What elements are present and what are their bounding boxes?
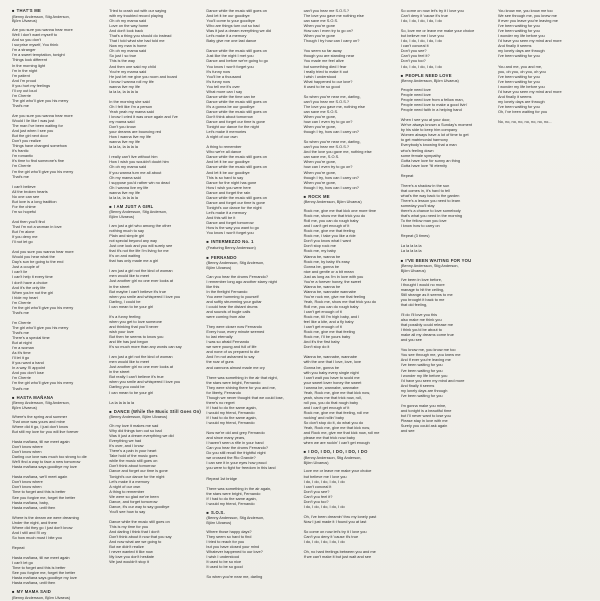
song-title <box>109 409 201 415</box>
song-title <box>401 258 493 264</box>
song-title <box>304 194 396 200</box>
song-lyrics: Can you hear the drums Fernando? I remember long ago another starry night like this In the firelight Fernando You were humming to yourself and softly strumming your guitar I could hear the distant drums and sounds of bugle calls were coming from afar They were closer now Fernando Every hour, every minute seemed to last eternally I was so afraid Fernando we were young and full of life and none of us prepared to die And I'm not ashamed to say the roar of guns and cannons almost made me cry There was something in the air that night, the stars were bright, Fernando They were shining there for you and me, for liberty, Fernando Though we never thought that we could lose, there's no regret If I had to do the same again, I would my friend, Fernando If I had to do the same again, I would my friend, Fernando Now we're old and grey Fernando and since many years, I haven't seen a rifle in your hand Can you hear the drums Fernando? Do you still recall the frightful night we crossed the Rio Grande? I can see it in your eyes how proud you were to fight for freedom in this land Repeat 1st bridge There was something in the air again, the stars were bright, Fernando If I had to do the same again, I would my friend, Fernando <box>206 273 284 506</box>
bullet-icon: ■ <box>206 254 210 260</box>
song-lyrics: Are you sure you wanna hear more Well I don't want myself to And so you don't I surprise myself, You think I'm a stranger I'm a sweet temptation, tonight Things look different In the morning light I'm in the night I'm patient And I'm proud If you hurt my feelings I'll cry out loud I'm Cherrie The girl who'll give you his merry That's me Are you sure you wanna hear more Would I lie like I was just The man I've been waiting for And just when I see you But the girl next door Don't you realize Things have changed somehow It's frantic I'm romantic It's time to find someone's fine I'm Cherrie I'm the girl who'll give you his merry That's me I can't believe All the broken hearts No one can see But love is a long tradition For the chime I'm so hopeful And then you'll find That I'm not a woman in love But I'm alone If you deny me I'll not let go And you sure you wanna hear more Would you hear what the Day's sun be going to the end Just a couple of I can't lie I can't help it every time I don't have a choice And it's the only life When you're not the girl I hide my heart I'm Cherrie I'm the girl who'll give you his merry That's me I'm Cherrie The girl who'll give you his merry That's me There's a special time But at night I'm a woman As it's time I'll let it go If you want a hand In a way I'll appoint And you don't lose I'm Cherrie I'm the girl who'll give you his merry That's me <box>12 27 74 391</box>
song-credits: (Benny Andersson, Björn Ulvaeus) <box>109 415 168 420</box>
bullet-icon: ■ <box>303 193 307 199</box>
bullet-icon: ■ <box>206 509 210 515</box>
song-lyrics: Rock me, give me that kick one more time Rock me, show me that trick you do Roll me, you can do rough baby and I can't get enough of it Rock me, give me that feeling Rock me, I take you like a ride Don't you know what I want Don't stop rock me Rock me, my baby Wanna be, wanna be Rock me, by baby it's easy Gonna be, gonna be nice and gentle or a bit mean Just as long as I'm in love with you You're a forever honey, the sweet Wanna be, wanna be Wanna be, wannabe wannabe You're rock me, give me that feeling Yeah, Rock me, show me that trick you do Roll me, you can do rough baby I can't get enough of it Rock me, till I'm high baby, and I feel like a kite, and a fly baby I can't get enough of it Rock me, give me that feeling Rock me, I'll be yours baby And it's the first baby Don't stop do it Wanna be, wannabe, wannabe with the one that I love, love, love Gonna be, gonna be with you baby every single night I can't wait you have to scold me your sweet lover honey the sweet I wanna be, wannabe, wannabe Yeah, Rock me, give me that kick now, yeah, show me that trick now, roll, roll you, you do that rough baby and I can't get enough of it Rock me, give me that feeling, roll me rocking' and rollin' baby So don't stop do it, do what you do Yeah, Rock me, give me that kick now, and Rock me, give me that kick now, roll me please me that trick now baby when we are rockin' I can't get enough <box>303 208 380 446</box>
lyrics-columns <box>12 8 590 600</box>
song-block <box>304 8 396 190</box>
lyrics-column <box>498 8 590 592</box>
lyrics-column <box>206 8 298 592</box>
song-credits: (Benny Andersson, Björn Ulvaeus) <box>12 595 71 600</box>
song-title-text: THAT'S ME <box>16 8 42 13</box>
song-credits: (Benny Andersson, Stig Anderson, Björn Ulvaeus) <box>12 401 70 410</box>
song-block <box>498 8 590 124</box>
lyrics-column <box>401 8 493 592</box>
song-block <box>401 258 493 434</box>
song-title <box>12 8 104 14</box>
song-title <box>304 449 396 455</box>
song-lyrics: I've been in love before, I thought I would no more manage to hit the ceiling, Still strange as it seems to me you brought it back to me that old feeling, I'll do I'll love you this also make me think you that possibly could release me I think you'd be about to make all my dreams come true and you see You know me, you know me too You see through me, you knew me And if ever you're leaving me I've been waiting for you I've been waiting for you I wonder my life before you I'd have you seen my mind and more And finally it seems my lonely days are through I've been waiting for you I'm gonna make you mine, and tonight is a beautiful time but I'll never want to lose you Please stay in love with me Surely you could ask again and see <box>400 276 465 434</box>
song-lyrics: Where's the spring and summer That once was yours and mine Where did it go, I just don't know But still my love for you will live forever Hasta mañana, till we meet again Don't know where Don't know when Darling our love was much too strong to die We'll find a way to face a new tomorrow Hasta mañana says goodbye my love Hasta mañana, we'll meet again Don't know where Don't know when Time to forget and this is better See you forgive me, forget the better Hasta mañana, baby, Hasta mañana, until then Where is the dream we were dreaming Under the night, and there Where did they go I just don't know And I still and I'll cry So how much must I bite you Repeat Hasta mañana, till we meet again I can't let go Time to forget and this is better See you forgive me, forget the better Hasta mañana says goodbye my love Hasta mañana, until then <box>12 413 87 586</box>
song-credits: (Benny Andersson, Björn Ulvaeus) <box>400 79 459 84</box>
song-title-text: HASTA MAÑANA <box>16 394 54 400</box>
song-credits: (Benny Andersson, Stig Anderson, Björn Ulvaeus) <box>206 261 265 270</box>
song-block <box>12 395 104 586</box>
song-title <box>12 589 104 595</box>
song-title <box>206 255 298 261</box>
song-block <box>109 204 201 405</box>
song-block <box>401 73 493 254</box>
bullet-icon: ■ <box>12 394 15 400</box>
song-block <box>401 8 493 69</box>
song-title <box>206 510 298 516</box>
song-lyrics: Tried to crash out with our saying with my troubled record playing Oh oh my mama said Love on the way home And don't look back That's a thing you should do instead That I told what she had told me Now my man is home Oh oh my mama said So just I so true This is the way And then one said my child You're my mama said He just let me give you room and board I know I wanna roll my life wanna live my life la la la, la la la la In the morning she said Oh I felt like I'm a person Yeah yeah my mama said I know I cried it was once again and I've my mama said Don't you know your dreams are bouncing red How I wanna live my life wanna live my life la la la, la la la la I really can't live without him How I wish you wouldn't doubt him Oh oh my mama said If you wanna turn me all about Oh my mama said I suppose you'd rather win no dead Oh I wanna live my life wanna live my life la la la, la la la la <box>109 8 178 200</box>
song-lyrics: can't you hear me S.O.S.? The love you gave me nothing else can save me S.O.S. When you're gone How can I even try to go on? When you're gone Though I try how can I carry on? You seem so far away though you are standing near You made me feel alive but something died I fear I really tried to make it out I wish I understood What happened to our love? It used to be so good So when you're near me, darling, can't you hear me S.O.S.? The love you gave me, nothing else can save me S.O.S. When you're gone, how can I even try to go on? When you're gone, though I try, how can I carry on? So when you're near me, darling, can't you hear me S.O.S.? And the love you gave me, nothing else can save me, S.O.S. When you're gone, how can I even try to go on? When you're gone, though I try, how can I carry on? When you're gone, though I try, how can I carry on? <box>303 8 372 190</box>
bullet-icon: ■ <box>12 589 15 595</box>
song-block <box>206 255 298 506</box>
song-lyrics: Oh my love it makes me sad Why did things turn out so bad Was it just a dream everything we did Everything we had It's over, and I know There's a pain in your heart Take hold of the music goes while the music still goes on Don't think about tomorrow Dance and forget our time is gone Tonight's our dance for the night Let's make it a memory A night of our own A thing to remember We were so glad we've been Dance, and forget tomorrow Dance, it's our way to say goodbye You'll see how to say Dance while the music still goes on This is my time for you And darling I think that I don't Don't think about it now that you say And now what are we going to But we didn't realize I never wanted it like now My love you don't hesitate We just wouldn't stop it <box>109 423 174 565</box>
lyrics-column <box>12 8 104 600</box>
song-block <box>206 510 298 580</box>
song-block <box>304 449 396 559</box>
song-block <box>304 194 396 446</box>
song-lyrics: Love me or leave me make your choice but believe me I love you I do, I do, I do, I do, I do I can't conceal it Don't you see? Can't you feel it? Don't you too? I do, I do, I do, I do, I do Oh, I've been dreamin' thru my lonely past Now I just made it I found you at last So come on now let's try it I love you Can't you deny it 'cause it's true I do, I do, I do, I do, I do Oh, no hard feelings between you and me If we can't make it but just wait and see <box>303 468 377 560</box>
song-title-text: INTERMEZZO No. 1 <box>211 239 254 245</box>
song-title-text: S.O.S. <box>211 509 225 515</box>
song-block <box>206 8 298 235</box>
song-credits: (Benny Andersson, Stig Anderson, Björn Ulvaeus) <box>206 516 265 526</box>
song-credits: (Benny Andersson, Stig Anderson, Björn Ulvaeus) <box>12 14 70 24</box>
song-block <box>12 8 104 391</box>
bullet-icon: ■ <box>12 8 15 13</box>
song-block <box>109 8 201 200</box>
song-title-text: I DO, I DO, I DO, I DO, I DO <box>308 449 368 455</box>
song-title <box>12 395 104 401</box>
song-lyrics: Dance while the music still goes on And let it be our goodbye You'll come to your goodbye Who are things turn out so bad Was it just a dream everything we did Let's make it a memory Baby give me one last dance Dance while the music still goes on Just like the night I met you Dance and before we're going to go You know I won't forget you It's funny now You'll be a thousand It's funny now You tell me it's over What more can I say Dance while the time can be Dance while the music still goes on It's a gonna be our goodbye Dance while the music still goes on Don't think about tomorrow Dance and forget our time is gone Tonight our dance for the night Let's make it memories A night of our own A thing to remember Who we're all dance Dance while the music still goes on And let it be our goodbye Dance while the music still goes on And let it be our goodbye This is so hard to say Dance for the night has gone How I wish you were here Dance and forget the rain Dance while the music still goes on Dance and forget our time is gone Tonight's our dance for the night Let's make it a memory And this will be it Dance and forget tomorrow How is the way you want to go You know I won't forget you <box>206 8 271 236</box>
song-credits: (Benny Andersson, Björn Ulvaeus) <box>303 200 362 205</box>
song-title-text: DANCE (While the Music Still Goes On) <box>113 408 202 414</box>
lyrics-column <box>109 8 201 592</box>
song-block <box>12 589 104 600</box>
song-title-text: PEOPLE NEED LOVE <box>405 72 452 78</box>
song-block <box>206 239 298 250</box>
bullet-icon: ■ <box>109 408 112 414</box>
song-title-text: I AM JUST A GIRL <box>113 203 154 209</box>
song-title <box>401 73 493 79</box>
bullet-icon: ■ <box>206 239 210 245</box>
lyrics-column <box>304 8 396 592</box>
song-title <box>206 239 298 245</box>
song-lyrics: Where those happy days? They seem so hard to find I tried to reach for you but you have closed your mind Whatever happened to our love? I wish I understood It used to be so nice It used to be so good So when you're near me, darling <box>206 529 263 580</box>
song-credits: (Benny Andersson, Stig Anderson, Björn Ulvaeus) <box>109 210 168 220</box>
song-title <box>109 204 201 210</box>
bullet-icon: ■ <box>400 257 404 263</box>
bullet-icon: ■ <box>400 72 404 78</box>
song-lyrics: So come on now let's try it I love you Can't deny it 'cause it's true I do, I do, I do, I do, I do So, love me or leave me make your choice but believe me I love you I do, I do, I do, I do, I do I can't conceal it Don't you see? Can't you feel it? Don't you too? I do, I do, I do, I do, I do <box>400 8 475 69</box>
song-lyrics: People need love People need love People need love from a fellow man, People need love to make a good livin' People need faith in a helping hand When I see you at your door, We've always known a Sunday's moment by his side to keep him company Women always have a lot of time to get to get matrimonial harmony Everybody's knowing that a man who's feeling down some female sympathy Gotta have love for sunny an thing Gotta have love "til eternity Repeat There's a shadow in the sun that comes in, it's hard to tell what's the way back to the garden There's a lesson you need to learn someday you'll stay there's a chance to love somebody that's what you need in the morning To the fellow man you love I know how to carry on Repeat (3 times) La la la la la La la la la la <box>400 86 473 254</box>
song-title-text: FERNANDO <box>211 254 237 260</box>
bullet-icon: ■ <box>109 203 112 209</box>
song-title-text: MY MAMA SAID <box>16 589 52 595</box>
song-credits: (Featuring Benny Andersson) <box>206 245 256 250</box>
song-credits: (Benny Andersson, Stig Anderson, Björn Ulvaeus) <box>303 455 362 465</box>
song-title-text: ROCK ME <box>308 193 330 199</box>
song-credits: (Benny Andersson, Stig Anderson, Björn Ulvaeus) <box>400 264 459 273</box>
song-lyrics: You know me, you know me too We see through me, you knew me If ever you leave you're leaving me I've been waiting for you I've been waiting for you I wonder my life before you I'd have you seen my mind and more And finally it seems my lonely days are through I've been waiting for you You and me, you and me, you, oh you, oh you, oh you I've been waiting for you I've been waiting for you I wonder my life before you I'd have you seen my mind and more And finally it seems my lonely days are through I've been waiting for you Oh, I've been waiting for you No, no, no, no, no, no, no, no... <box>497 8 562 125</box>
song-block <box>109 409 201 565</box>
song-lyrics: I am just a girl who among the other nothing much to say Plain and simple girl not special beyond any way Just one look and you will surely see that it's not the life I'm living for me It's on and waiting that has only made me a girl I am just a girl not the kind of woman men would like to meet Just another girl no one ever looks at in the street But maybe I can't believe it's true when you smile and whispered I love you Darling, I could be I can mean to be your girl It's a funny feeling when you get to love someone and thinking that you'll never wish your love But then he seems to know you and life has just begun It's so much more than any words can say I am just a girl not the kind of woman men would like to meet Just another girl no one ever looks at in the street But really I can't believe it's true when you smile and whispered I love you Darling you could be I can mean to be your girl La la la la la la <box>109 222 182 405</box>
bullet-icon: ■ <box>303 449 307 455</box>
song-title-text: I'VE BEEN WAITING FOR YOU <box>405 257 472 263</box>
